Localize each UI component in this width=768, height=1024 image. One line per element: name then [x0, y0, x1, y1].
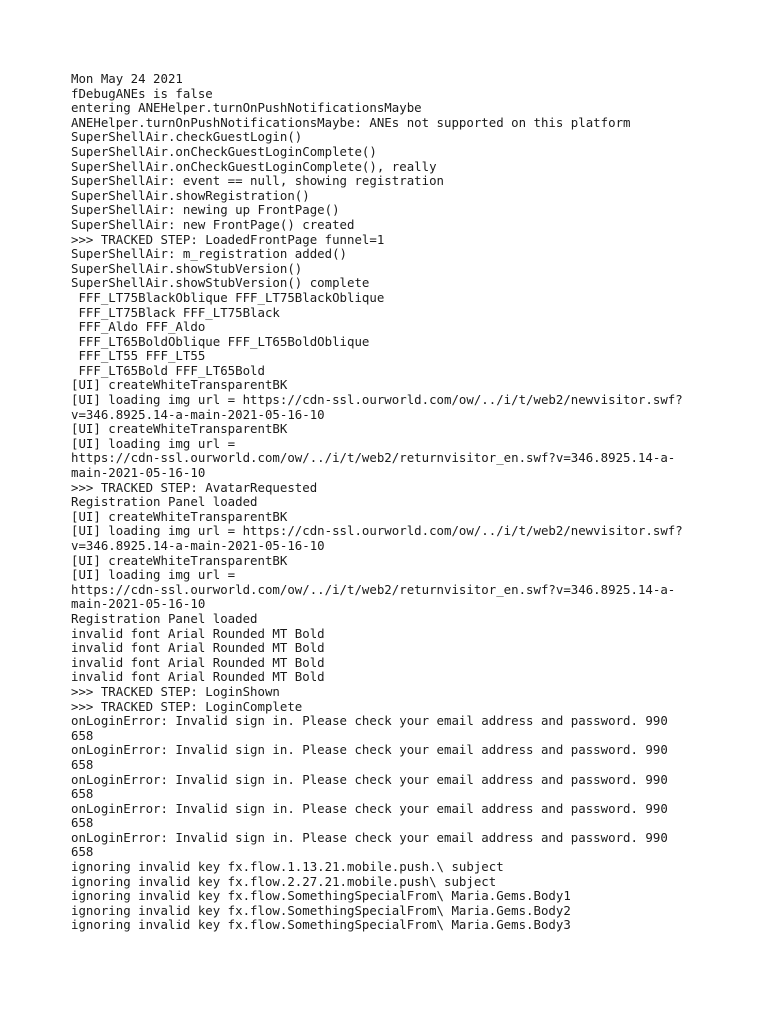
log-line: >>> TRACKED STEP: AvatarRequested — [71, 479, 318, 495]
log-line: >>> TRACKED STEP: LoginShown — [71, 683, 280, 699]
log-line: ignoring invalid key fx.flow.SomethingSpecialFrom\ Maria.Gems.Body3 — [71, 917, 571, 933]
log-line: 658 — [71, 756, 94, 772]
log-line: SuperShellAir.onCheckGuestLoginComplete() — [71, 143, 377, 159]
log-line: >>> TRACKED STEP: LoginComplete — [71, 698, 303, 714]
log-line: ANEHelper.turnOnPushNotificationsMaybe: ANEs not supported on this platform — [71, 114, 631, 130]
log-line: FFF_LT75Black FFF_LT75Black — [71, 304, 280, 320]
log-line: onLoginError: Invalid sign in. Please check your email address and password. 990 — [71, 829, 668, 845]
log-line: SuperShellAir: event == null, showing registration — [71, 173, 444, 189]
log-line: [UI] loading img url = — [71, 435, 236, 451]
log-line: [UI] loading img url = https://cdn-ssl.ourworld.com/ow/../i/t/web2/newvisitor.swf? — [71, 523, 683, 539]
log-line: 658 — [71, 844, 94, 860]
log-line: fDebugANEs is false — [71, 85, 213, 101]
log-line: Registration Panel loaded — [71, 494, 258, 510]
log-line: https://cdn-ssl.ourworld.com/ow/../i/t/web2/returnvisitor_en.swf?v=346.8925.14-a- — [71, 581, 676, 597]
log-line: FFF_LT75BlackOblique FFF_LT75BlackOblique — [71, 289, 385, 305]
log-line: ignoring invalid key fx.flow.1.13.21.mobile.push.\ subject — [71, 859, 504, 875]
log-line: Mon May 24 2021 — [71, 71, 183, 86]
log-line: >>> TRACKED STEP: LoadedFrontPage funnel=1 — [71, 231, 385, 247]
log-line: [UI] loading img url = — [71, 567, 236, 583]
log-line: SuperShellAir: m_registration added() — [71, 246, 348, 262]
log-line: [UI] loading img url = https://cdn-ssl.ourworld.com/ow/../i/t/web2/newvisitor.swf? — [71, 392, 683, 408]
log-line: [UI] createWhiteTransparentBK — [71, 421, 288, 437]
log-line: onLoginError: Invalid sign in. Please check your email address and password. 990 — [71, 800, 668, 816]
log-line: 658 — [71, 815, 94, 831]
log-line: invalid font Arial Rounded MT Bold — [71, 625, 325, 641]
log-line: main-2021-05-16-10 — [71, 596, 206, 612]
log-line: onLoginError: Invalid sign in. Please check your email address and password. 990 — [71, 771, 668, 787]
log-line: FFF_LT65BoldOblique FFF_LT65BoldOblique — [71, 333, 370, 349]
log-line: SuperShellAir: newing up FrontPage() — [71, 202, 340, 218]
log-line: SuperShellAir.showStubVersion() complete — [71, 275, 370, 291]
log-line: onLoginError: Invalid sign in. Please check your email address and password. 990 — [71, 713, 668, 729]
log-line: onLoginError: Invalid sign in. Please check your email address and password. 990 — [71, 742, 668, 758]
log-line: SuperShellAir.showRegistration() — [71, 187, 310, 203]
log-line: ignoring invalid key fx.flow.SomethingSpecialFrom\ Maria.Gems.Body1 — [71, 888, 571, 904]
log-line: ignoring invalid key fx.flow.SomethingSpecialFrom\ Maria.Gems.Body2 — [71, 902, 571, 918]
log-line: entering ANEHelper.turnOnPushNotificationsMaybe — [71, 100, 422, 116]
log-line: https://cdn-ssl.ourworld.com/ow/../i/t/web2/returnvisitor_en.swf?v=346.8925.14-a- — [71, 450, 676, 466]
log-line: FFF_LT65Bold FFF_LT65Bold — [71, 362, 265, 378]
log-line: v=346.8925.14-a-main-2021-05-16-10 — [71, 406, 325, 422]
log-line: FFF_LT55 FFF_LT55 — [71, 348, 206, 364]
log-line: SuperShellAir.showStubVersion() — [71, 260, 303, 276]
log-line: invalid font Arial Rounded MT Bold — [71, 654, 325, 670]
log-line: ignoring invalid key fx.flow.2.27.21.mobile.push\ subject — [71, 873, 497, 889]
log-line: Registration Panel loaded — [71, 610, 258, 626]
log-line: [UI] createWhiteTransparentBK — [71, 552, 288, 568]
log-line: SuperShellAir: new FrontPage() created — [71, 216, 355, 232]
log-line: main-2021-05-16-10 — [71, 465, 206, 481]
log-line: [UI] createWhiteTransparentBK — [71, 508, 288, 524]
log-line: SuperShellAir.checkGuestLogin() — [71, 129, 303, 145]
log-line: invalid font Arial Rounded MT Bold — [71, 640, 325, 656]
log-text-block — [71, 72, 711, 933]
log-line: v=346.8925.14-a-main-2021-05-16-10 — [71, 538, 325, 553]
log-line: FFF_Aldo FFF_Aldo — [71, 319, 206, 335]
log-line: 658 — [71, 786, 94, 802]
log-line: [UI] createWhiteTransparentBK — [71, 377, 288, 393]
log-line: 658 — [71, 727, 94, 743]
log-line: invalid font Arial Rounded MT Bold — [71, 669, 325, 685]
log-line: SuperShellAir.onCheckGuestLoginComplete(), really — [71, 158, 437, 174]
